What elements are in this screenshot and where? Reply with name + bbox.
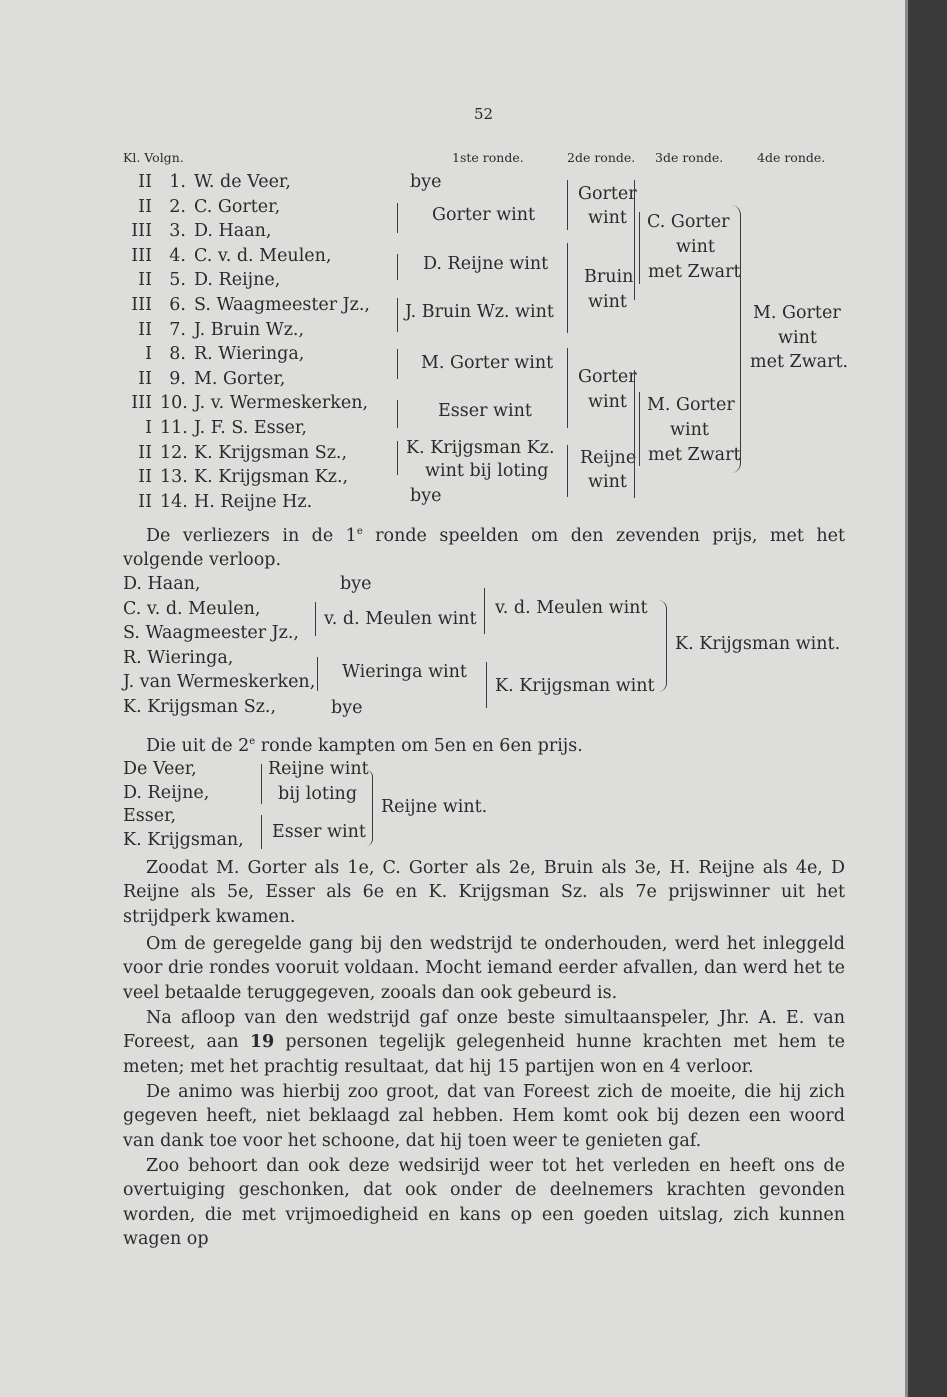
brace <box>486 662 491 708</box>
player-klasse: II <box>138 319 152 340</box>
round2-d-line1: Reijne <box>580 448 637 468</box>
brace <box>728 205 741 473</box>
brace <box>366 770 373 846</box>
player-name: D. Haan, <box>194 221 272 242</box>
header-round-1: 1ste ronde. <box>452 150 524 165</box>
player-number: 10. <box>160 393 188 414</box>
fifth-match-1-line2: bij loting <box>278 784 358 804</box>
brace <box>480 588 485 634</box>
round1-match-4: M. Gorter wint <box>421 353 554 373</box>
round1-match-6-line2: wint bij loting <box>425 461 549 481</box>
round4-line3: met Zwart. <box>750 352 849 372</box>
round1-match-6-line1: K. Krijgsman Kz. <box>406 438 555 458</box>
player-number: 12. <box>160 442 188 463</box>
player-name: H. Reijne Hz. <box>194 491 313 512</box>
round2-d-line2: wint <box>588 472 627 492</box>
player-name: C. v. d. Meulen, <box>194 245 332 266</box>
brace <box>315 602 320 636</box>
paragraph-simultaan: Na afloop van den wedstrijd gaf onze beste simultaanspeler, Jhr. A. E. van Foreest, aan 19 personen tegelijk gelegenheid hunne krachten met hem te meten; met het prachtig resultaat, dat hij 15 partijen won en 4 verloor. <box>123 1008 846 1077</box>
header-kl-volgn: Kl. Volgn. <box>123 150 184 165</box>
player-number: 14. <box>160 491 188 512</box>
player-name: S. Waagmeester Jz., <box>194 295 370 315</box>
player-name: K. Krijgsman Sz., <box>194 442 348 463</box>
round2-c-line1: Gorter <box>578 367 637 387</box>
seventh-player-name: C. v. d. Meulen, <box>123 598 261 619</box>
player-name: C. Gorter, <box>194 196 281 217</box>
seventh-bye-1: bye <box>340 574 372 594</box>
brace <box>639 212 644 284</box>
player-klasse: I <box>145 418 152 438</box>
seventh-player-name: J. van Wermeskerken, <box>123 672 316 692</box>
brace <box>397 349 402 379</box>
player-number: 13. <box>160 467 188 488</box>
page-edge-shadow <box>905 0 947 1397</box>
player-number: 9. <box>169 368 186 389</box>
seventh-round2-b: K. Krijgsman wint <box>495 676 655 696</box>
paragraph-conclusion: Zoo behoort dan ook deze wedsirijd weer tot het verleden en heeft ons de overtuiging geschonken, dat ook onder de deelnemers krachten gevonden worden, die met vrijmoedigheid en kans op een goeden uitslag, zich kunnen wagen op <box>123 1156 845 1249</box>
player-number: 6. <box>169 295 186 315</box>
brace <box>397 298 402 332</box>
round1-match-2: D. Reijne wint <box>423 254 549 274</box>
brace <box>397 203 402 233</box>
header-round-4: 4de ronde. <box>757 150 826 165</box>
player-klasse: II <box>138 491 152 512</box>
page-edge <box>905 0 908 1397</box>
player-number: 4. <box>169 245 186 266</box>
seventh-final: K. Krijgsman wint. <box>675 634 841 654</box>
round3-b-line2: wint <box>670 420 709 440</box>
brace <box>257 764 262 804</box>
page-number: 52 <box>474 105 494 123</box>
player-name: J. Bruin Wz., <box>194 319 305 340</box>
brace <box>639 392 644 466</box>
brace <box>397 254 402 280</box>
player-klasse: III <box>131 221 152 242</box>
seventh-bye-2: bye <box>331 698 363 718</box>
seventh-player-name: S. Waagmeester Jz., <box>123 623 299 643</box>
fifth-final: Reijne wint. <box>381 797 488 817</box>
round2-b-line1: Bruin <box>584 267 634 287</box>
round1-match-5: Esser wint <box>438 401 532 421</box>
brace <box>630 180 635 300</box>
brace <box>658 600 667 692</box>
seventh-player-name: R. Wieringa, <box>123 647 234 668</box>
round4-line2: wint <box>778 328 817 348</box>
player-klasse: I <box>145 344 152 365</box>
brace <box>567 243 572 333</box>
header-round-2: 2de ronde. <box>567 150 636 165</box>
fifth-player-name: D. Reijne, <box>123 782 210 803</box>
player-klasse: II <box>138 172 152 192</box>
round1-match-3: J. Bruin Wz. wint <box>405 302 554 322</box>
round2-c-line2: wint <box>588 392 627 412</box>
brace <box>397 400 402 428</box>
player-number: 7. <box>169 319 186 340</box>
round3-b-line1: M. Gorter <box>647 395 735 415</box>
player-number: 5. <box>169 270 186 291</box>
round1-match-1: Gorter wint <box>432 205 536 225</box>
fifth-player-name: Esser, <box>123 806 177 826</box>
player-klasse: II <box>138 368 152 389</box>
round2-a-line1: Gorter <box>578 184 637 204</box>
round1-bye-bottom: bye <box>410 486 442 506</box>
player-klasse: II <box>138 442 152 463</box>
seventh-player-name: D. Haan, <box>123 574 201 594</box>
brace <box>567 445 572 497</box>
player-name: M. Gorter, <box>194 368 286 389</box>
round3-a-line1: C. Gorter <box>647 212 730 232</box>
player-klasse: III <box>131 245 152 266</box>
seventh-round1-a: v. d. Meulen wint <box>324 609 477 629</box>
round3-a-line2: wint <box>676 237 715 257</box>
fifth-match-2: Esser wint <box>272 822 366 842</box>
brace <box>567 180 572 230</box>
seventh-round1-b: Wieringa wint <box>342 662 467 682</box>
paragraph-seventh-prize-intro: De verliezers in de 1e ronde speelden om den zevenden prijs, met het volgende verloop. <box>123 525 845 571</box>
player-klasse: II <box>138 467 152 488</box>
round2-a-line2: wint <box>588 208 627 228</box>
paragraph-fifth-prize-intro: Die uit de 2e ronde kampten om 5en en 6en prijs. <box>146 735 583 756</box>
round1-bye-top: bye <box>410 172 442 192</box>
player-name: R. Wieringa, <box>194 344 305 365</box>
player-number: 11. <box>160 418 188 438</box>
paragraph-prize-winners: Zoodat M. Gorter als 1e, C. Gorter als 2e, Bruin als 3e, H. Reijne als 4e, D Reijne als 5e, Esser als 6e en K. Krijgsman Sz. als 7e prijswinner uit het strijdperk kwamen. <box>123 858 845 927</box>
player-name: D. Reijne, <box>194 270 281 291</box>
seventh-player-name: K. Krijgsman Sz., <box>123 696 277 717</box>
player-klasse: III <box>131 295 152 315</box>
player-number: 1. <box>169 172 186 192</box>
player-name: J. F. S. Esser, <box>194 418 307 438</box>
player-name: K. Krijgsman Kz., <box>194 467 349 488</box>
seventh-round2-a: v. d. Meulen wint <box>495 598 648 618</box>
fifth-match-1-line1: Reijne wint <box>268 759 369 779</box>
round2-b-line2: wint <box>588 292 627 312</box>
paragraph-inleggeld: Om de geregelde gang bij den wedstrijd te onderhouden, werd het inleggeld voor drie rondes vooruit voldaan. Mocht iemand eerder afvallen, dan werd het te veel betaalde teruggegeven, zooals dan ook gebeurd is. <box>123 934 845 1003</box>
brace <box>567 348 572 428</box>
player-number: 3. <box>169 221 186 242</box>
header-round-3: 3de ronde. <box>655 150 724 165</box>
player-klasse: II <box>138 270 152 291</box>
player-name: W. de Veer, <box>194 172 291 192</box>
brace <box>397 441 402 475</box>
fifth-player-name: De Veer, <box>123 759 197 779</box>
player-number: 8. <box>169 344 186 365</box>
brace <box>630 370 635 498</box>
round3-a-line3: met Zwart <box>648 262 741 282</box>
player-klasse: II <box>138 196 152 217</box>
paragraph-animo: De animo was hierbij zoo groot, dat van Foreest zich de moeite, die hij zich gegeven heeft, niet beklaagd zal hebben. Hem komt ook bij dezen een woord van dank toe voor het schoone, dat hij toen weer te genieten gaf. <box>123 1082 845 1151</box>
player-name: J. v. Wermeskerken, <box>194 393 369 414</box>
fifth-player-name: K. Krijgsman, <box>123 829 244 850</box>
player-number: 2. <box>169 196 186 217</box>
round4-line1: M. Gorter <box>753 303 841 323</box>
round3-b-line3: met Zwart <box>648 445 741 465</box>
player-klasse: III <box>131 393 152 414</box>
brace <box>257 815 262 849</box>
